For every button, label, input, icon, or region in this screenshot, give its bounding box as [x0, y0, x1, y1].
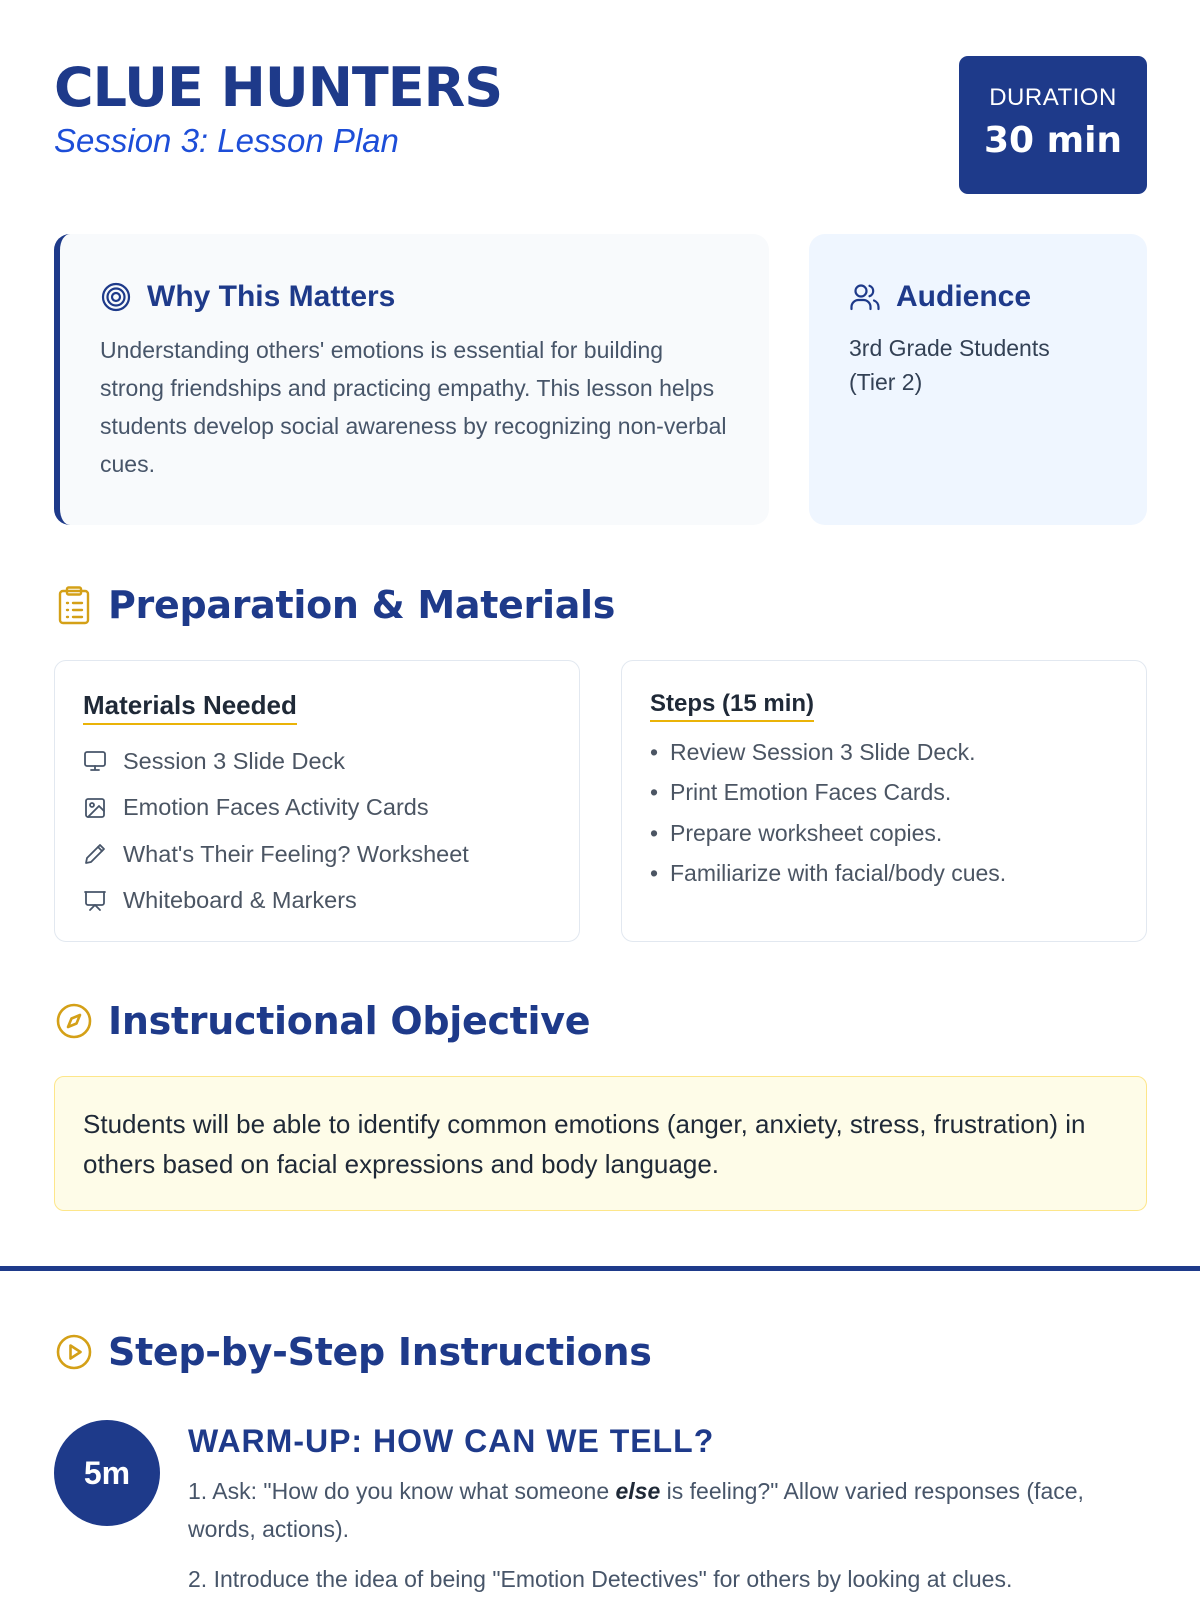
- prep-steps-card: [621, 660, 1147, 942]
- image-icon: [83, 796, 107, 820]
- play-circle-icon: [54, 1332, 94, 1372]
- step-text: 1. Ask: "How do you know what someone: [188, 1478, 616, 1504]
- list-item: [83, 785, 551, 832]
- duration-badge: [959, 56, 1147, 194]
- header: [54, 56, 1147, 196]
- list-item: [83, 878, 551, 925]
- materials-heading: Materials Needed: [83, 689, 297, 725]
- objective-heading: [54, 996, 590, 1046]
- prep-step-text: Prepare worksheet copies.: [670, 819, 943, 846]
- why-text: Understanding others' emotions is essential for building strong friendships and practicing empathy. This lesson helps students develop social awareness by recognizing non-verbal cues.: [100, 337, 727, 477]
- material-label: Whiteboard & Markers: [123, 887, 357, 914]
- list-item: • Print Emotion Faces Cards.: [650, 779, 952, 806]
- why-this-matters-card: [54, 234, 769, 525]
- list-item: • Familiarize with facial/body cues.: [650, 859, 1007, 886]
- monitor-icon: [83, 749, 107, 773]
- audience-card: [809, 234, 1147, 525]
- list-item: [83, 831, 551, 878]
- section-divider: [0, 1266, 1200, 1271]
- list-item: • Review Session 3 Slide Deck.: [650, 739, 976, 765]
- objective-text: Students will be able to identify common emotions (anger, anxiety, stress, frustration) in others based on facial expressions and body language.: [83, 1109, 1086, 1179]
- compass-icon: [54, 1001, 94, 1041]
- emphasis-else: else: [615, 1478, 661, 1504]
- instructions-title: Step-by-Step Instructions: [108, 1330, 652, 1374]
- materials-list: [83, 738, 551, 924]
- step-paragraph-1: [188, 1472, 1148, 1548]
- materials-card: [54, 660, 580, 942]
- prep-step-text: Print Emotion Faces Cards.: [670, 779, 952, 806]
- objective-title: Instructional Objective: [108, 999, 591, 1043]
- prep-step-text: Familiarize with facial/body cues.: [670, 859, 1007, 886]
- preparation-title: Preparation & Materials: [108, 583, 616, 627]
- preparation-heading: [54, 580, 615, 630]
- material-label: Emotion Faces Activity Cards: [123, 794, 429, 821]
- instructions-heading: [54, 1327, 652, 1377]
- prep-steps-heading: Steps (15 min): [650, 689, 814, 722]
- duration-value: 30 min: [983, 120, 1123, 161]
- page-subtitle: Session 3: Lesson Plan: [54, 122, 399, 159]
- prep-step-text: Review Session 3 Slide Deck.: [670, 739, 976, 765]
- list-item: [83, 738, 551, 785]
- whiteboard-icon: [83, 889, 107, 913]
- objective-box: [54, 1076, 1147, 1211]
- users-icon: [849, 281, 881, 313]
- material-label: What's Their Feeling? Worksheet: [123, 840, 469, 867]
- clipboard-icon: [54, 585, 94, 625]
- audience-title: Audience: [896, 280, 1032, 313]
- page-title: CLUE HUNTERS: [54, 56, 503, 119]
- step-paragraph-2: 2. Introduce the idea of being "Emotion Detectives" for others by looking at clues.: [188, 1566, 1013, 1592]
- prep-steps-list: [650, 736, 1118, 897]
- audience-grade: 3rd Grade Students: [849, 335, 1050, 361]
- step-duration-badge: 5m: [54, 1420, 160, 1526]
- list-item: • Prepare worksheet copies.: [650, 819, 943, 846]
- step-warm-up: [188, 1418, 1148, 1598]
- material-label: Session 3 Slide Deck: [123, 747, 346, 774]
- pencil-icon: [83, 842, 107, 866]
- why-title: Why This Matters: [147, 280, 396, 313]
- step-text: is feeling?" Allow varied responses (face, words, actions).: [188, 1478, 1084, 1542]
- audience-tier: (Tier 2): [849, 369, 923, 395]
- step-title: WARM-UP: HOW CAN WE TELL?: [188, 1423, 715, 1459]
- duration-label: DURATION: [989, 84, 1117, 111]
- target-icon: [100, 281, 132, 313]
